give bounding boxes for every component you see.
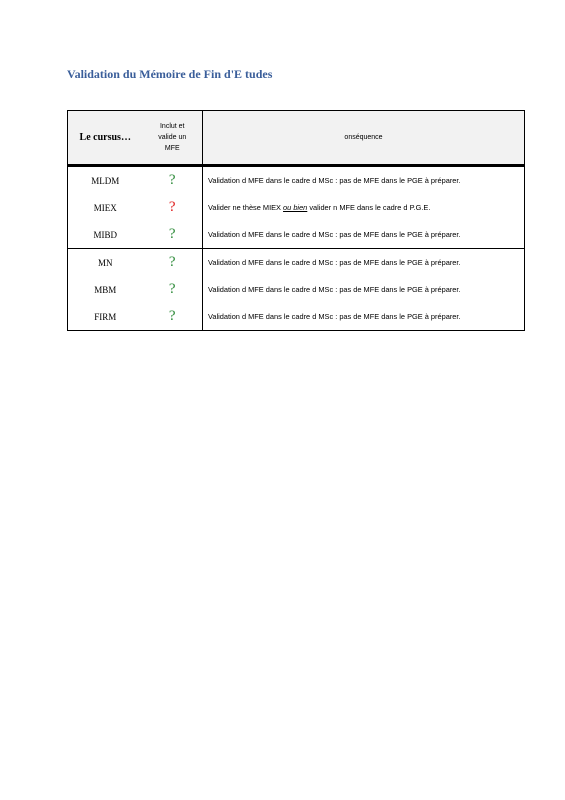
cursus-cell: MBM [68, 276, 143, 303]
question-mark-icon: ? [168, 199, 176, 215]
header-inclut [143, 111, 203, 166]
table-header-row [68, 111, 525, 166]
question-mark-icon: ? [143, 249, 203, 277]
table-row [68, 194, 525, 221]
header-inclut-line-1: Inclut et [159, 123, 185, 130]
consequence-emphasis: ou bien [283, 203, 308, 212]
question-mark-icon: ? [143, 303, 203, 331]
header-inclut-line-2: valide un [158, 134, 187, 141]
table-row [68, 303, 525, 331]
header-inclut-line-3: MFE [164, 145, 180, 152]
header-consequence: onséquence [203, 111, 525, 166]
consequence-cell: Validation d MFE dans le cadre d MSc : pas de MFE dans le PGE à préparer. [203, 276, 525, 303]
question-mark-icon: ? [168, 172, 176, 188]
cursus-cell: MIEX [68, 194, 143, 221]
table-row [68, 249, 525, 277]
consequence-text-part-2: valider n MFE dans le cadre d P.G.E. [307, 203, 431, 212]
question-mark-icon: ? [168, 281, 176, 297]
mfe-validation-table [67, 110, 525, 331]
consequence-cell: Validation d MFE dans le cadre d MSc : pas de MFE dans le PGE à préparer. [203, 303, 525, 331]
page-title: Validation du Mémoire de Fin d'E tudes [67, 67, 273, 81]
header-cursus: Le cursus… [68, 111, 143, 166]
table-row [68, 276, 525, 303]
table-row [68, 166, 525, 195]
consequence-text-part-1: Valider ne thèse MIEX [208, 203, 284, 212]
consequence-cell: Validation d MFE dans le cadre d MSc : pas de MFE dans le PGE à préparer. [203, 249, 525, 277]
consequence-cell: Validation d MFE dans le cadre d MSc : pas de MFE dans le PGE à préparer. [203, 166, 525, 195]
cursus-cell: MLDM [68, 166, 143, 195]
table-row [68, 221, 525, 249]
cursus-cell: FIRM [68, 303, 143, 331]
cursus-cell: MN [68, 249, 143, 277]
cursus-cell: MIBD [68, 221, 143, 249]
consequence-cell [203, 194, 525, 221]
consequence-cell: Validation d MFE dans le cadre d MSc : pas de MFE dans le PGE à préparer. [203, 221, 525, 249]
question-mark-icon: ? [168, 226, 176, 242]
